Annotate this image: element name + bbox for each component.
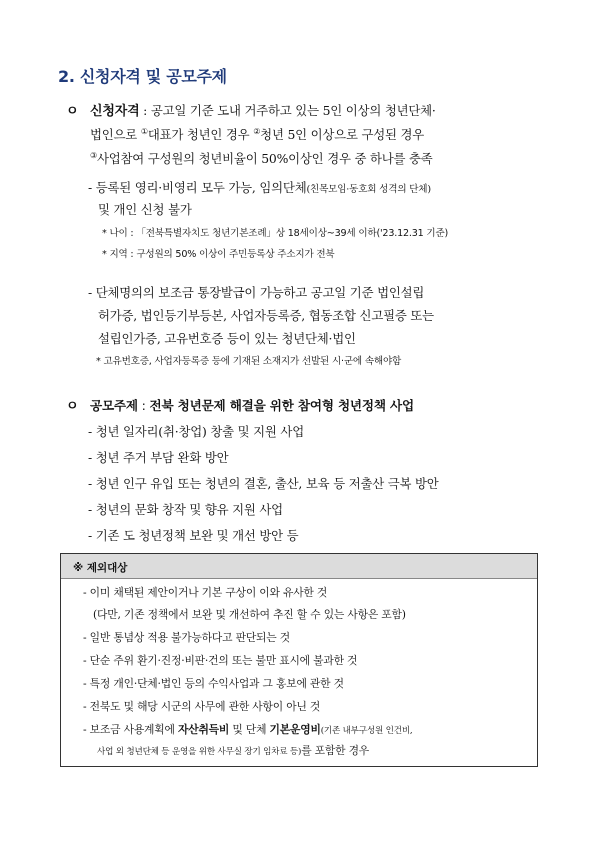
exclusion-box: [60, 553, 538, 767]
theme-item-5: - 기존 도 청년정책 보완 및 개선 방안 등: [88, 528, 299, 543]
eligibility-text-3: 사업참여 구성원의 청년비율이 50%이상인 경우 중 하나를 충족: [96, 151, 433, 166]
eligibility-line-2: [90, 125, 424, 143]
eligibility-sub1-line2: 및 개인 신청 불가: [98, 202, 192, 217]
eligibility-sub2-line2: 허가증, 법인등기부등본, 사업자등록증, 협동조합 신고필증 또는: [98, 308, 434, 323]
theme-title: 전북 청년문제 해결을 위한 참여형 청년정책 사업: [149, 398, 414, 413]
eligibility-bullet: ㅇ: [66, 104, 79, 119]
eligibility-label: 신청자격: [90, 104, 140, 119]
eligibility-line-3: [90, 149, 433, 167]
exclusion-item-1-note: (다만, 기존 정책에서 보완 및 개선하여 추진 할 수 있는 사항은 포함): [93, 608, 406, 621]
theme-sep: :: [137, 398, 150, 413]
eligibility-line-1: [90, 100, 436, 119]
eligibility-sep: :: [139, 103, 151, 118]
note-age: * 나이 : 「전북특별자치도 청년기본조례」상 18세이상~39세 이하('23.12.31 기준): [102, 228, 449, 239]
eligibility-text-2c: 청년 5인 이상으로 구성된 경우: [260, 127, 425, 142]
operating-cost-term: 기본운영비: [269, 723, 321, 736]
theme-bullet: ㅇ: [66, 399, 79, 414]
exclusion-item-6-cont-a: 사업 외 청년단체 등 운영을 위한 사무실 장기 임차료 등): [97, 747, 302, 757]
theme-line: [90, 395, 414, 414]
exclusion-item-6-e: (기존 내부구성원 인건비,: [320, 726, 413, 736]
circle-1: ①: [140, 126, 148, 136]
asset-cost-term: 자산취득비: [177, 723, 230, 736]
exclusion-title: ※ 제외대상: [73, 562, 128, 574]
exclusion-item-6-cont: [97, 743, 369, 758]
theme-label: 공모주제: [90, 398, 138, 413]
circle-3: ③: [90, 150, 97, 160]
exclusion-item-4: - 특정 개인·단체·법인 등의 수익사업과 그 홍보에 관한 것: [83, 677, 344, 690]
exclusion-box-header: [61, 554, 537, 579]
eligibility-sub1-line1: [88, 178, 431, 196]
exclusion-item-6: [83, 722, 412, 737]
note-region: * 지역 : 구성원의 50% 이상이 주민등록상 주소지가 전북: [102, 249, 335, 260]
section-title: 2. 신청자격 및 공모주제: [58, 67, 227, 86]
eligibility-sub1-small: (친목모임·동호회 성격의 단체): [306, 184, 431, 195]
theme-item-1: - 청년 일자리(취·창업) 창출 및 지원 사업: [88, 424, 304, 439]
theme-item-2: - 청년 주거 부담 완화 방안: [88, 450, 229, 465]
exclusion-item-3: - 단순 주위 환기·진정·비판·건의 또는 불만 표시에 불과한 것: [83, 654, 358, 667]
exclusion-item-1: - 이미 채택된 제안이거나 기본 구상이 이와 유사한 것: [83, 586, 328, 599]
exclusion-item-6-c: 및 단체: [229, 723, 270, 736]
eligibility-text-2b: 대표가 청년인 경우: [147, 127, 254, 142]
eligibility-sub2-line3: 설립인가증, 고유번호증 등이 있는 청년단체·법인: [98, 331, 356, 346]
exclusion-item-6-a: - 보조금 사용계획에: [83, 723, 178, 736]
exclusion-item-5: - 전북도 및 해당 시군의 사무에 관한 사항이 아닌 것: [83, 700, 321, 713]
theme-item-4: - 청년의 문화 창작 및 향유 지원 사업: [88, 502, 283, 517]
note-id-number: * 고유번호증, 사업자등록증 등에 기재된 소재지가 선발된 시·군에 속해야함: [96, 356, 402, 367]
circle-2: ②: [253, 126, 261, 136]
eligibility-sub2-line1: - 단체명의의 보조금 통장발급이 가능하고 공고일 기준 법인설립: [88, 285, 425, 300]
theme-item-3: - 청년 인구 유입 또는 청년의 결혼, 출산, 보육 등 저출산 극복 방안: [88, 476, 439, 491]
exclusion-item-6-cont-b: 를 포함한 경우: [301, 744, 370, 757]
eligibility-text-1: 공고일 기준 도내 거주하고 있는 5인 이상의 청년단체·: [150, 103, 436, 118]
eligibility-sub1-text: - 등록된 영리·비영리 모두 가능, 임의단체: [88, 180, 307, 195]
exclusion-item-2: - 일반 통념상 적용 불가능하다고 판단되는 것: [83, 631, 290, 644]
eligibility-text-2a: 법인으로: [90, 127, 141, 142]
